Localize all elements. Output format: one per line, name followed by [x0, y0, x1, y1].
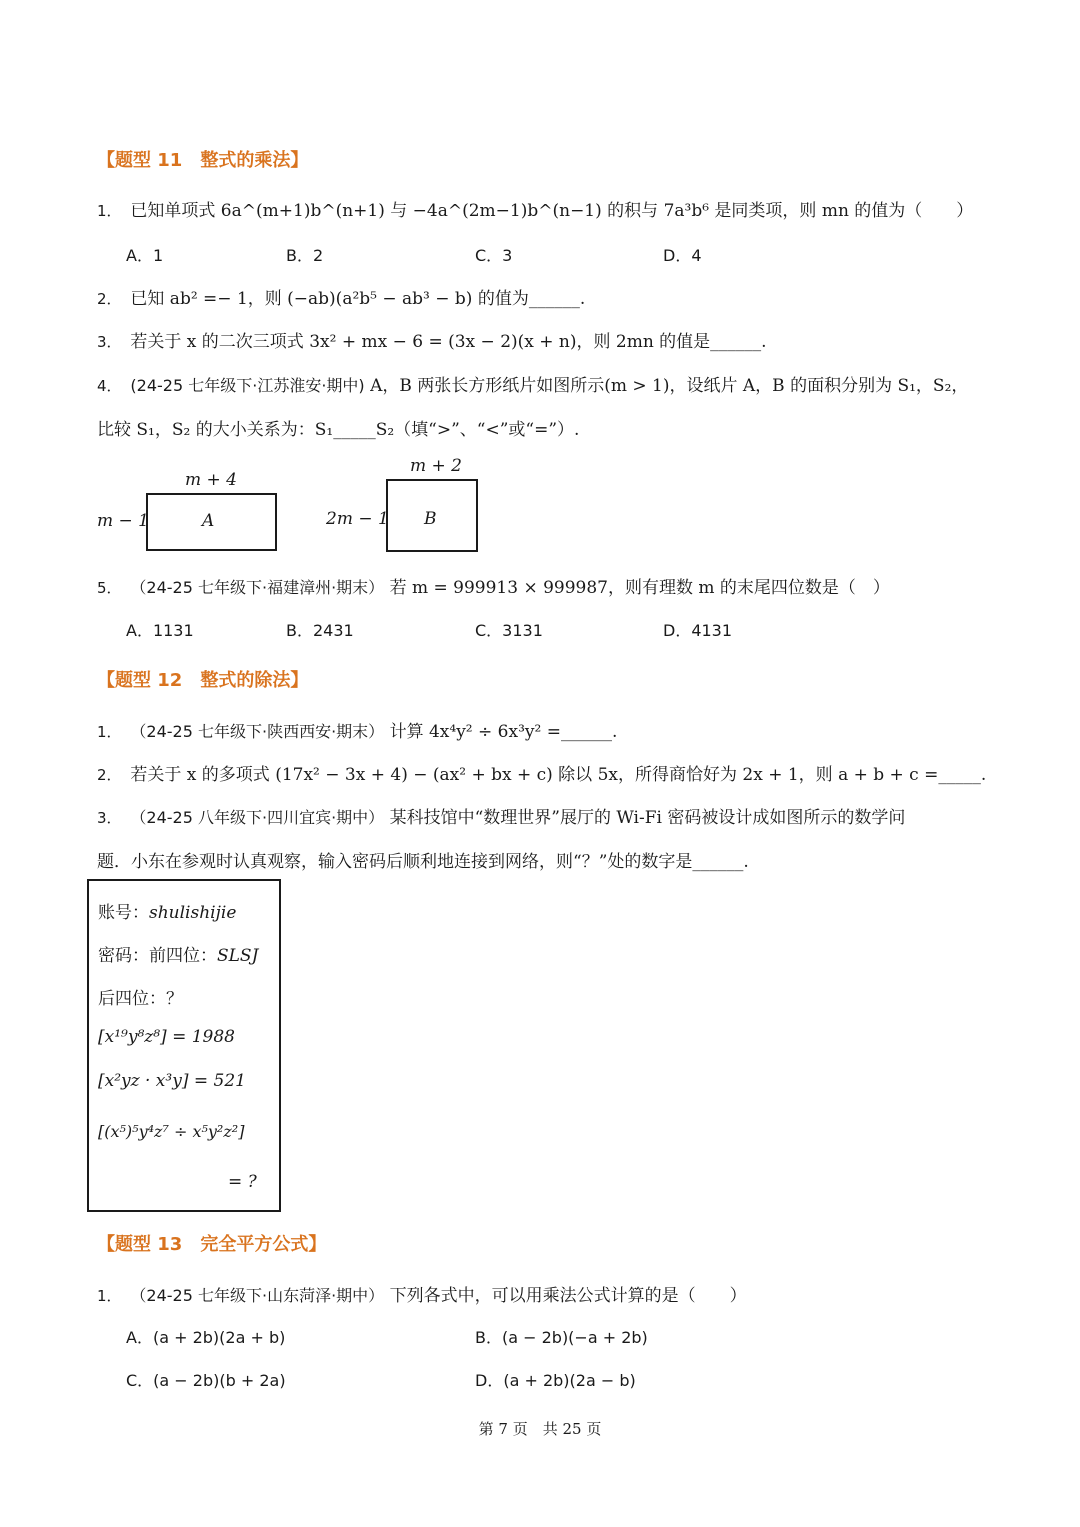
question-source: （24-25 七年级下·陕西西安·期末） [130, 722, 385, 741]
question-text: 计算 4x⁴y² ÷ 6x³y² =______. [389, 722, 618, 742]
box-equation-3-result: = ? [228, 1172, 257, 1192]
box-equation-2: [x²yz · x³y] = 521 [98, 1071, 246, 1091]
box-password [98, 941, 258, 966]
question-number: 2． [97, 766, 122, 784]
question-13-1 [97, 1281, 747, 1306]
box-last-four: 后四位：？ [98, 989, 183, 1009]
question-text: 已知 ab² =− 1，则 (−ab)(a²b⁵ − ab³ − b) 的值为______. [130, 289, 586, 309]
question-11-4-line2: 比较 S₁，S₂ 的大小关系为：S₁_____S₂（填“>”、“<”或“=”）. [97, 420, 580, 440]
page-footer: 第 7 页 共 25 页 [478, 1420, 602, 1438]
option-d: D．(a + 2b)(2a − b) [475, 1371, 636, 1390]
question-12-3-line2: 题．小东在参观时认真观察，输入密码后顺利地连接到网络，则“？”处的数字是______. [97, 852, 749, 872]
question-text: 某科技馆中“数理世界”展厅的 Wi-Fi 密码被设计成如图所示的数学问 [389, 808, 906, 828]
question-text: 若关于 x 的多项式 (17x² − 3x + 4) − (ax² + bx + c) 除以 5x，所得商恰好为 2x + 1，则 a + b + c =_____. [130, 765, 987, 785]
figure-b-left-label: 2m − 1 [326, 509, 389, 529]
question-number: 1． [97, 723, 122, 741]
section-heading-11: 【题型 11 整式的乘法】 [97, 150, 309, 171]
question-text: A，B 两张长方形纸片如图所示(m > 1)，设纸片 A，B 的面积分别为 S₁，S₂， [370, 376, 969, 396]
question-12-3 [97, 803, 905, 828]
option-c: C．3 [475, 246, 513, 265]
option-d: D．4 [663, 246, 702, 265]
question-11-4 [97, 371, 968, 396]
question-number: 5． [97, 579, 122, 597]
question-11-3 [97, 327, 767, 352]
question-number: 4． [97, 377, 122, 395]
question-source: (24-25 七年级下·江苏淮安·期中) [130, 376, 365, 395]
box-equation-1: [x¹⁹y⁸z⁸] = 1988 [98, 1027, 235, 1047]
question-number: 3． [97, 809, 122, 827]
question-text: 若 m = 999913 × 999987，则有理数 m 的末尾四位数是（ ） [389, 578, 890, 598]
account-label: 账号： [98, 903, 149, 923]
question-12-2 [97, 760, 986, 785]
option-c: C．3131 [475, 621, 543, 640]
password-value: SLSJ [217, 946, 259, 966]
question-number: 3． [97, 333, 122, 351]
question-number: 2． [97, 290, 122, 308]
option-d: D．4131 [663, 621, 733, 640]
question-text: 下列各式中，可以用乘法公式计算的是（ ） [389, 1286, 747, 1306]
section-heading-12: 【题型 12 整式的除法】 [97, 670, 309, 691]
option-a: A．(a + 2b)(2a + b) [126, 1328, 286, 1347]
question-11-2 [97, 284, 585, 309]
question-source: （24-25 七年级下·山东菏泽·期中） [130, 1286, 385, 1305]
figure-b-top-label: m + 2 [410, 456, 462, 476]
question-11-1 [97, 196, 973, 221]
figure-a-top-label: m + 4 [185, 470, 237, 490]
question-text: 已知单项式 6a^(m+1)b^(n+1) 与 −4a^(2m−1)b^(n−1) 的积与 7a³b⁶ 是同类项，则 mn 的值为（ ） [130, 201, 974, 221]
option-b: B．2 [286, 246, 324, 265]
question-number: 1． [97, 202, 122, 220]
box-equation-3: [(x⁵)⁵y⁴z⁷ ÷ x⁵y²z²] [98, 1122, 245, 1141]
question-12-1 [97, 717, 617, 742]
option-b: B．2431 [286, 621, 354, 640]
box-account [98, 898, 236, 923]
password-label: 密码：前四位： [98, 946, 217, 966]
option-a: A．1 [126, 246, 164, 265]
question-11-5 [97, 573, 890, 598]
question-source: （24-25 八年级下·四川宜宾·期中） [130, 808, 385, 827]
option-b: B．(a − 2b)(−a + 2b) [475, 1328, 648, 1347]
figure-b-name: B [424, 509, 437, 529]
figure-a-left-label: m − 1 [97, 511, 149, 531]
question-source: （24-25 七年级下·福建漳州·期末） [130, 578, 385, 597]
question-text: 若关于 x 的二次三项式 3x² + mx − 6 = (3x − 2)(x + n)，则 2mn 的值是______. [130, 332, 767, 352]
option-c: C．(a − 2b)(b + 2a) [126, 1371, 286, 1390]
figure-a-name: A [202, 511, 215, 531]
option-a: A．1131 [126, 621, 194, 640]
section-heading-13: 【题型 13 完全平方公式】 [97, 1234, 327, 1255]
account-value: shulishijie [149, 903, 237, 923]
question-number: 1． [97, 1287, 122, 1305]
